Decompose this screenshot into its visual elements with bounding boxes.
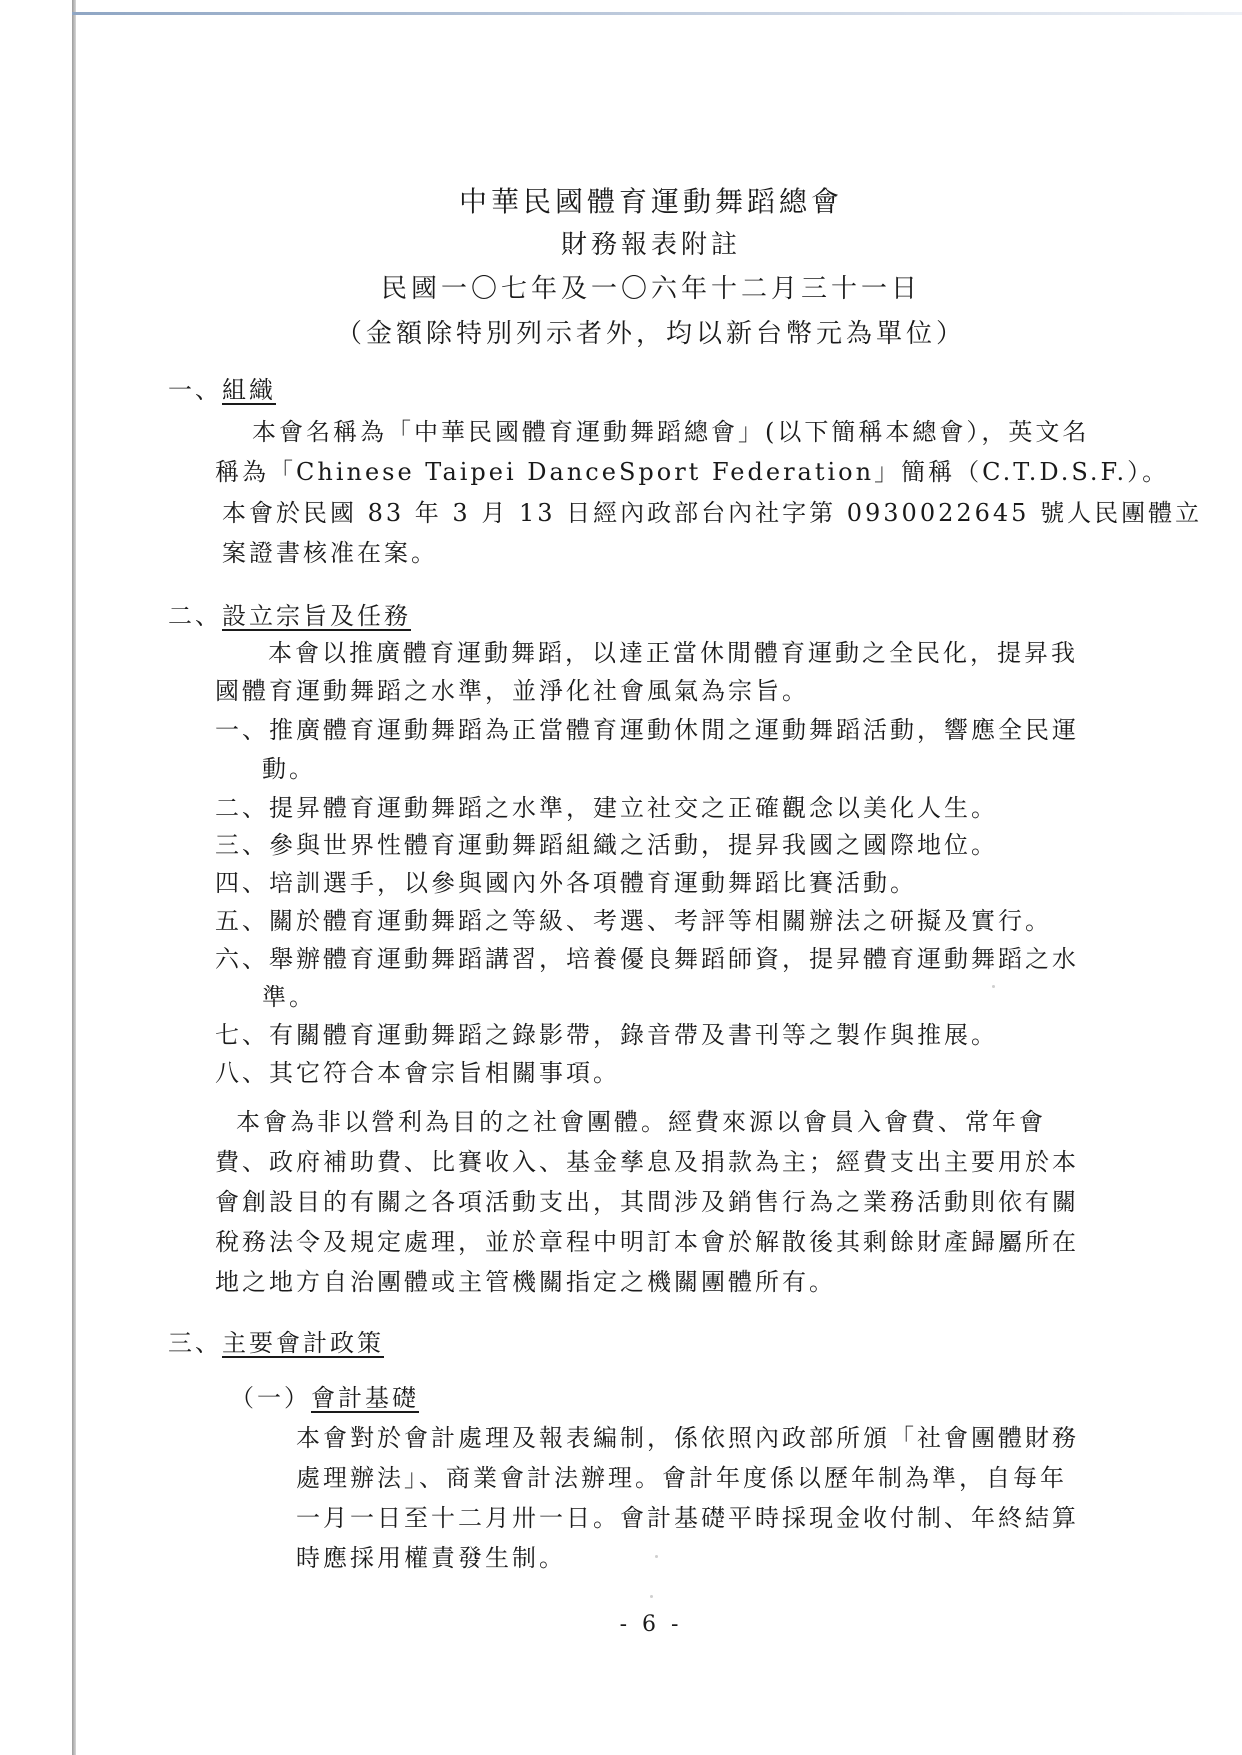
section2-item-6: 六、舉辦體育運動舞蹈講習，培養優良舞蹈師資，提昇體育運動舞蹈之水: [215, 945, 1079, 973]
scan-left-edge: [72, 0, 76, 1755]
org-title: 中華民國體育運動舞蹈總會: [458, 185, 843, 218]
section3-number: 三、: [168, 1329, 222, 1357]
section3-sub1-line-4: 時應採用權責發生制。: [296, 1544, 566, 1572]
section2-intro-line-1: 本會以推廣體育運動舞蹈，以達正當休閒體育運動之全民化，提昇我: [268, 639, 1078, 667]
section1-line-4: 案證書核准在案。: [222, 539, 438, 567]
section3-sub1-line-3: 一月一日至十二月卅一日。會計基礎平時採現金收付制、年終結算: [296, 1504, 1079, 1532]
section1-number: 一、: [168, 376, 222, 404]
section1-line-1: 本會名稱為「中華民國體育運動舞蹈總會」(以下簡稱本總會），英文名: [252, 418, 1090, 446]
scan-speck: [650, 1595, 653, 1598]
section2-item-5: 五、關於體育運動舞蹈之等級、考選、考評等相關辦法之研擬及實行。: [215, 907, 1052, 935]
section3-sub1-line-2: 處理辦法」、商業會計法辦理。會計年度係以歷年制為準，自每年: [296, 1464, 1067, 1492]
section2-closing-line-1: 本會為非以營利為目的之社會團體。經費來源以會員入會費、常年會: [236, 1108, 1046, 1136]
section1-line-2: 稱為「Chinese Taipei DanceSport Federation」簡稱（C.T.D.S.F.）。: [215, 458, 1170, 486]
section2-item-4: 四、培訓選手，以參與國內外各項體育運動舞蹈比賽活動。: [215, 869, 917, 897]
doc-title: 財務報表附註: [560, 230, 741, 260]
section3-title: 主要會計政策: [222, 1329, 384, 1357]
section2-closing-line-3: 會創設目的有關之各項活動支出，其間涉及銷售行為之業務活動則依有關: [215, 1188, 1079, 1216]
report-date: 民國一〇七年及一〇六年十二月三十一日: [380, 274, 921, 304]
section3-sub1-title: 會計基礎: [311, 1384, 419, 1412]
scan-top-edge: [72, 12, 1242, 15]
section1-line-3: 本會於民國 83 年 3 月 13 日經內政部台內社字第 0930022645 號人民團體立: [222, 499, 1203, 527]
section2-item-1-cont: 動。: [262, 755, 316, 783]
section2-closing-line-5: 地之地方自治團體或主管機關指定之機關團體所有。: [215, 1268, 836, 1296]
section3-heading: [168, 1323, 384, 1358]
section3-sub1-number: （一）: [230, 1384, 311, 1412]
section2-item-8: 八、其它符合本會宗旨相關事項。: [215, 1059, 620, 1087]
section2-item-7: 七、有關體育運動舞蹈之錄影帶，錄音帶及書刊等之製作與推展。: [215, 1021, 998, 1049]
page-number: - 6 -: [619, 1612, 683, 1637]
section2-intro-line-2: 國體育運動舞蹈之水準，並淨化社會風氣為宗旨。: [215, 677, 809, 705]
section2-heading: [168, 596, 411, 631]
section2-title: 設立宗旨及任務: [222, 602, 411, 630]
section2-number: 二、: [168, 602, 222, 630]
section3-sub1-line-1: 本會對於會計處理及報表編制，係依照內政部所頒「社會團體財務: [296, 1424, 1079, 1452]
section2-item-6-cont: 準。: [262, 983, 316, 1011]
section1-heading: [168, 370, 276, 405]
section2-item-1: 一、推廣體育運動舞蹈為正當體育運動休閒之運動舞蹈活動，響應全民運: [215, 716, 1079, 744]
section2-closing-line-4: 稅務法令及規定處理，並於章程中明訂本會於解散後其剩餘財產歸屬所在: [215, 1228, 1079, 1256]
section2-item-2: 二、提昇體育運動舞蹈之水準，建立社交之正確觀念以美化人生。: [215, 794, 998, 822]
unit-note: （金額除特別列示者外，均以新台幣元為單位）: [335, 319, 966, 349]
section3-sub1-heading: [230, 1378, 419, 1413]
section2-item-3: 三、參與世界性體育運動舞蹈組織之活動，提昇我國之國際地位。: [215, 831, 998, 859]
section2-closing-line-2: 費、政府補助費、比賽收入、基金孳息及捐款為主；經費支出主要用於本: [215, 1148, 1079, 1176]
section1-title: 組織: [222, 376, 276, 404]
scan-speck: [655, 1555, 658, 1558]
scan-speck: [992, 985, 995, 988]
